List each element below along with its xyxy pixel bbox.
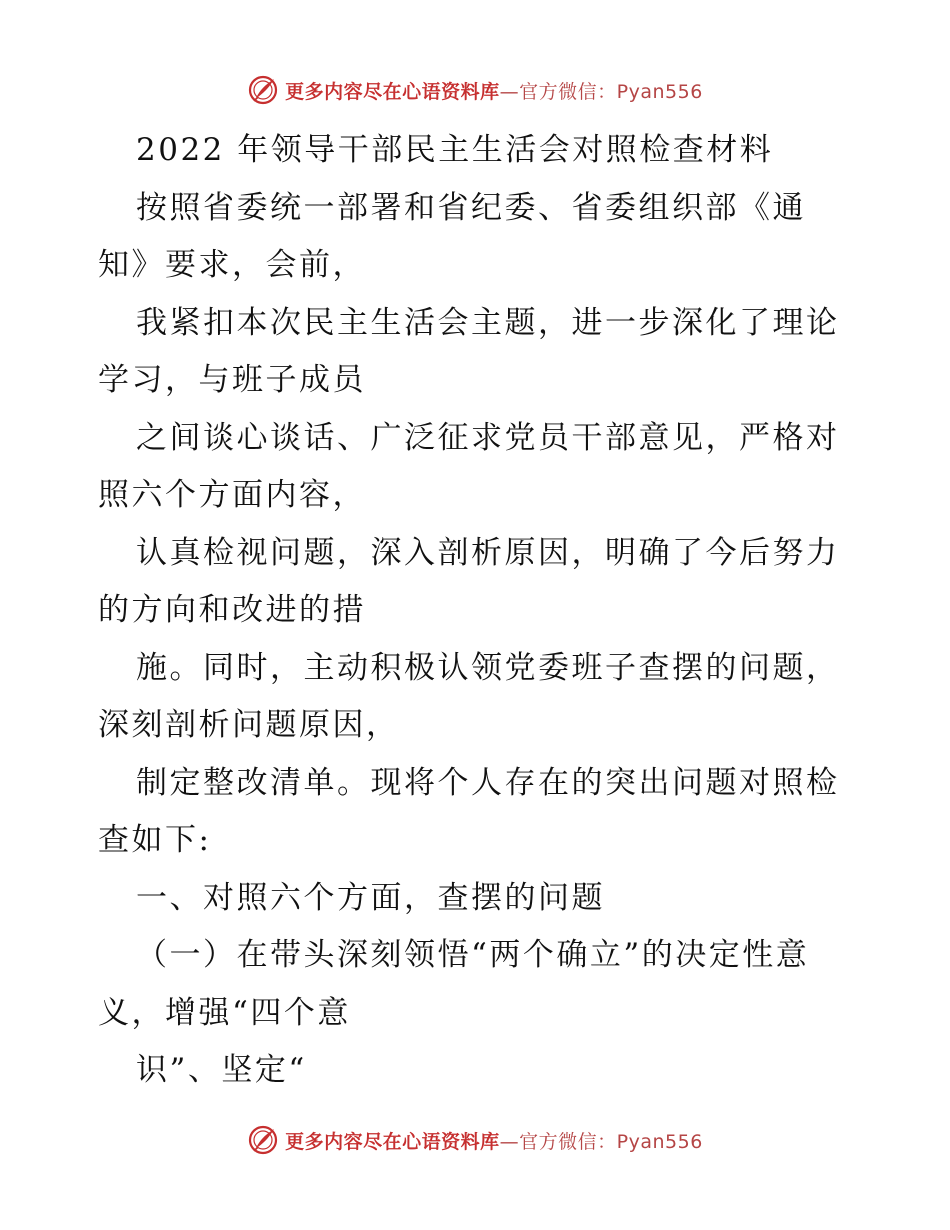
document-body <box>98 122 858 1100</box>
feather-seal-icon <box>247 74 279 106</box>
banner-separator: — <box>499 80 520 103</box>
feather-seal-icon <box>247 1124 279 1156</box>
banner-separator: — <box>499 1130 520 1153</box>
paragraph-line: 施。同时，主动积极认领党委班子查摆的问题， <box>136 649 840 686</box>
paragraph-line: 照六个方面内容， <box>98 477 366 513</box>
paragraph-line: 义，增强“四个意 <box>98 994 351 1031</box>
paragraph-line: 之间谈心谈话、广泛征求党员干部意见，严格对 <box>136 419 840 456</box>
paragraph-line: 的方向和改进的措 <box>98 592 366 628</box>
banner-main-text: 更多内容尽在心语资料库 <box>285 1130 500 1153</box>
paragraph-line: 识”、坚定“ <box>136 1052 307 1088</box>
section-heading: 一、对照六个方面，查摆的问题 <box>136 879 605 916</box>
banner-text <box>285 1127 703 1154</box>
paragraph-line: 知》要求，会前， <box>98 247 366 283</box>
footer-banner <box>0 1118 950 1162</box>
banner-contact: 官方微信：Pyan556 <box>519 1130 703 1153</box>
paragraph-line: 按照省委统一部署和省纪委、省委组织部《通 <box>136 189 806 226</box>
banner-main-text: 更多内容尽在心语资料库 <box>285 80 500 103</box>
subsection-heading: （一）在带头深刻领悟“两个确立”的决定性意 <box>136 937 810 973</box>
banner-contact: 官方微信：Pyan556 <box>519 80 703 103</box>
header-banner <box>0 68 950 112</box>
banner-text <box>285 77 703 104</box>
paragraph-line: 深刻剖析问题原因， <box>98 707 400 743</box>
document-title: 2022 年领导干部民主生活会对照检查材料 <box>136 132 774 168</box>
paragraph-line: 查如下: <box>98 822 212 858</box>
paragraph-line: 制定整改清单。现将个人存在的突出问题对照检 <box>136 764 840 801</box>
paragraph-line: 学习，与班子成员 <box>98 362 366 398</box>
paragraph-line: 我紧扣本次民主生活会主题，进一步深化了理论 <box>136 304 840 341</box>
paragraph-line: 认真检视问题，深入剖析原因，明确了今后努力 <box>136 534 840 571</box>
